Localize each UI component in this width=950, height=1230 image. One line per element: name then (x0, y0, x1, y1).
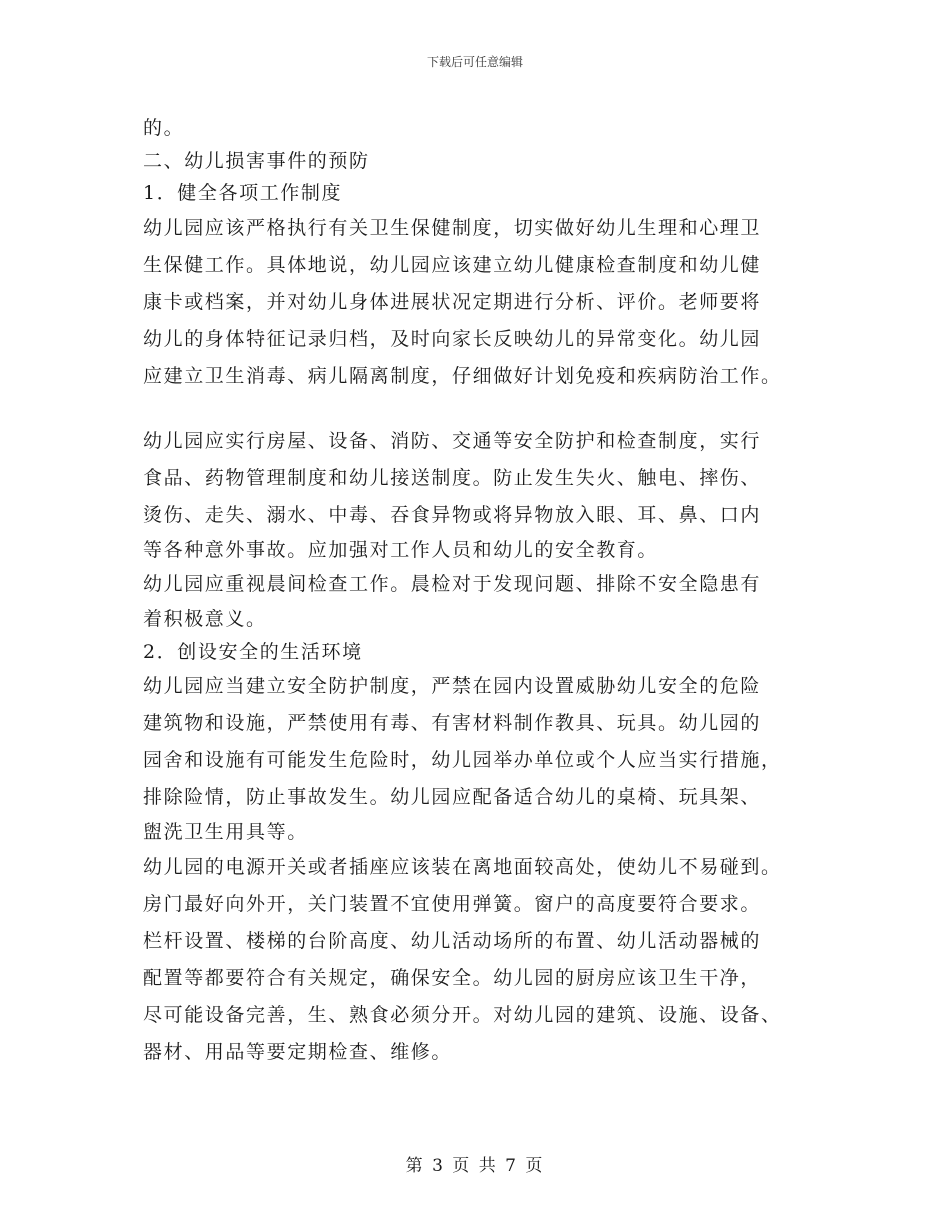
text-line: 园舍和设施有可能发生危险时，幼儿园举办单位或个人应当实行措施， (143, 749, 782, 771)
text-line: 盥洗卫生用具等。 (143, 821, 308, 843)
text-line: 幼儿的身体特征记录归档，及时向家长反映幼儿的异常变化。幼儿园 (143, 327, 762, 350)
text-line: 生保健工作。具体地说，幼儿园应该建立幼儿健康检查制度和幼儿健 (143, 253, 762, 276)
text-line: 烫伤、走失、溺水、中毒、吞食异物或将异物放入眼、耳、鼻、口内 (143, 503, 762, 526)
text-line: 康卡或档案，并对幼儿身体进展状况定期进行分析、评价。老师要将 (143, 290, 762, 313)
text-line: 幼儿园应当建立安全防护制度，严禁在园内设置威胁幼儿安全的危险 (143, 675, 762, 697)
text-line: 食品、药物管理制度和幼儿接送制度。防止发生失火、触电、摔伤、 (143, 466, 762, 489)
text-line: 排除险情，防止事故发生。幼儿园应配备适合幼儿的桌椅、玩具架、 (143, 786, 762, 808)
text-line: 幼儿园的电源开关或者插座应该装在离地面较高处，使幼儿不易碰到。 (143, 855, 782, 878)
text-line: 栏杆设置、楼梯的台阶高度、幼儿活动场所的布置、幼儿活动器械的 (143, 929, 762, 952)
section-heading: 二、幼儿损害事件的预防 (143, 149, 370, 172)
page-header: 下载后可任意编辑 (426, 55, 523, 69)
text-line: 幼儿园应该严格执行有关卫生保健制度，切实做好幼儿生理和心理卫 (143, 216, 762, 239)
text-block-1 (143, 112, 823, 395)
document-body (143, 112, 823, 1071)
text-line: 建筑物和设施，严禁使用有毒、有害材料制作教具、玩具。幼儿园的 (143, 712, 762, 734)
page-number: 第 3 页 共 7 页 (405, 1156, 545, 1176)
text-line: 幼儿园应实行房屋、设备、消防、交通等安全防护和检查制度，实行 (143, 429, 762, 452)
text-line: 器材、用品等要定期检查、维修。 (143, 1040, 453, 1063)
text-line: 应建立卫生消毒、病儿隔离制度，仔细做好计划免疫和疾病防治工作。 (143, 364, 782, 387)
paragraph-gap (143, 395, 823, 423)
text-line: 配置等都要符合有关规定，确保安全。幼儿园的厨房应该卫生干净， (143, 966, 762, 989)
text-line: 着积极意义。 (143, 608, 267, 630)
subsection-heading: 1．健全各项工作制度 (143, 182, 343, 204)
text-line: 幼儿园应重视晨间检查工作。晨检对于发现问题、排除不安全隐患有 (143, 573, 762, 595)
subsection-heading: 2．创设安全的生活环境 (143, 640, 363, 663)
text-line: 尽可能设备完善，生、熟食必须分开。对幼儿园的建筑、设施、设备、 (143, 1003, 782, 1026)
text-block-2 (143, 423, 823, 1071)
text-line: 的。 (143, 117, 185, 139)
text-line: 等各种意外事故。应加强对工作人员和幼儿的安全教育。 (143, 538, 659, 561)
text-line: 房门最好向外开，关门装置不宜使用弹簧。窗户的高度要符合要求。 (143, 892, 762, 915)
